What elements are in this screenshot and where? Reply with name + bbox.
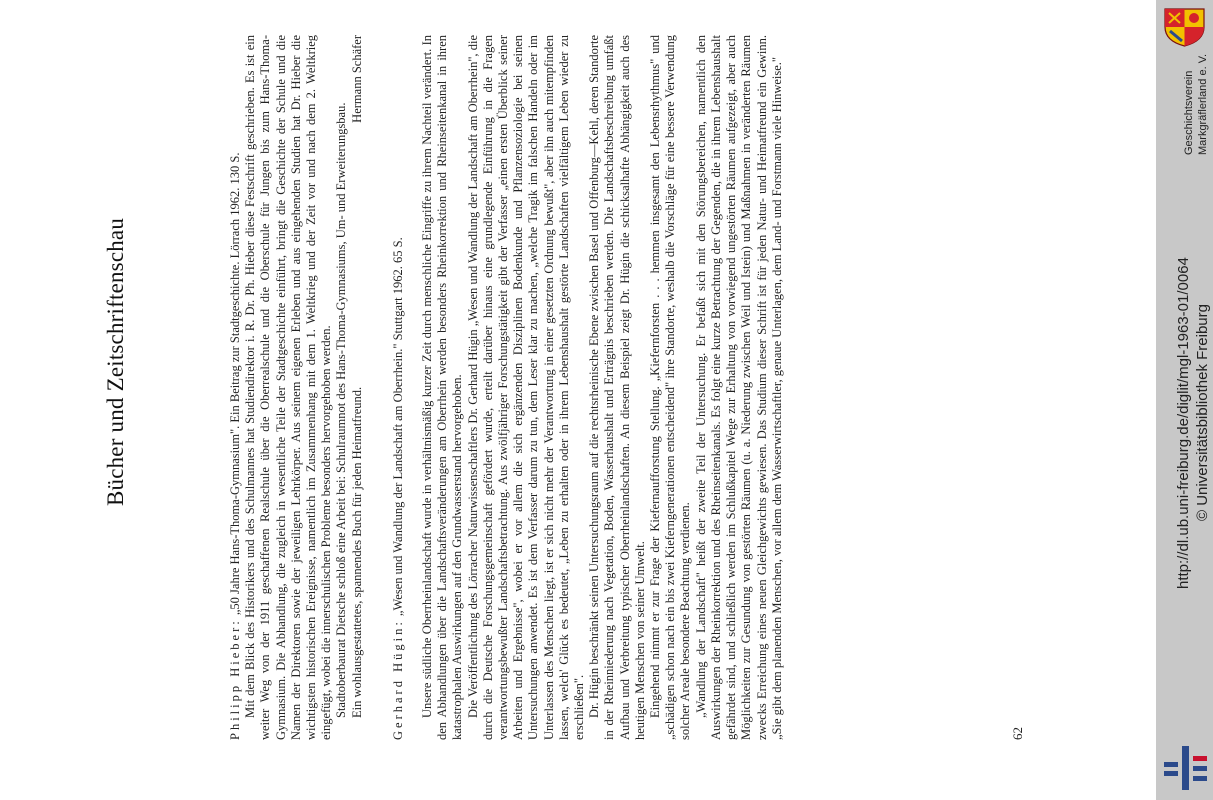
permalink-url[interactable]: http://dl.ub.uni-freiburg.de/diglit/mgl-1963-01/0064 [1175,257,1192,589]
page-number: 62 [1010,727,1025,740]
review-title: „Wesen und Wandlung der Landschaft am Oberrhein." Stuttgart 1962. 65 S. [390,237,405,617]
review-paragraph: Stadtoberbaurat Dietsche schloß eine Arbeit bei: Schulraumnot des Hans-Thoma-Gymnasiums, Um- und Erweiterungsbau. [334,102,349,718]
review-title: „50 Jahre Hans-Thoma-Gymnasium". Ein Beitrag zur Stadtgeschichte. Lörrach 1962. 130 S. [228,152,242,616]
society-name-line-2: Markgräflerland e. V. [1197,53,1209,155]
review-entry-hieber [228,35,365,740]
page-heading: Bücher und Zeitschriftenschau [103,217,128,507]
review-paragraph: Unsere südliche Oberrheinlandschaft wurde in verhältnismäßig kurzer Zeit durch menschliche Eingriffe zu ihrem Nachteil verändert. In den Abhandlungen über die Landschaftsveränderungen am Oberrhein werden besonders Rheinkorrektion und Rheinseitenkanal in ihren katastrophalen Auswirkungen auf den Grundwasserstand hervorgehoben. [420,35,465,740]
copyright-notice: © Universitätsbibliothek Freiburg [1194,304,1211,521]
review-entry-head [391,35,406,740]
reviews-body [228,35,811,740]
review-paragraph: Die Veröffentlichung des Lörracher Naturwissenschaftlers Dr. Gerhard Hügin „Wesen und Wandlung der Landschaft am Oberrhein", die durch die Deutsche Forschungsgemeinschaft gefördert wurde, erteilt darüber hinaus eine grundlegende Einführung in die Fragen verantwortungsbewußter Landschaftsbetrachtung. Aus zwölfjähriger Forschungstätigkeit gibt der Verfasser „einen ersten Überblick seiner Arbeiten und Ergebnisse", wobei er vor allem die sich ergänzenden Disziplinen Bodenkunde und Pflanzensoziologie bei seinen Untersuchungen anwendet. Es ist dem Verfasser darum zu tun, dem Leser klar zu machen, „welche Tragik im falschen Handeln oder im Unterlassen des Menschen liegt, ist er sich nicht mehr der Verantwortung in einer gesetzten Ordnung bewußt", aber ihn auch mitempfinden lassen, welch' Glück es bedeutet, „Leben zu erhalten oder in ihrem Lebenshaushalt gestörte Landschaften vielfältigem Leben wieder zu erschließen". [465,35,587,740]
review-paragraph: Mit dem Blick des Historikers und des Schulmannes hat Studiendirektor i. R. Dr. Ph. Hieber diese Festschrift geschrieben. Es ist ein weiter Weg von der 1911 geschaffenen Realschule über die Oberrealschule und die Oberschule für Jungen bis zum Hans-Thoma-Gymnasium. Die Abhandlung, die zugleich in wesentliche Teile der Stadtgeschichte einführt, bringt die Geschichte der Schule und die Namen der Direktoren sowie der jeweiligen Lehrkörper. Aus seinem eigenen Erleben und aus eingehenden Studien hat Dr. Hieber die wichtigsten historischen Ereignisse, namentlich im Zusammenhang mit dem 1. Weltkrieg und der Zeit vor und nach dem 2. Weltkrieg eingefügt, wobei die innerschulischen Probleme besonders hervorgehoben werden. [243,35,334,740]
review-paragraph: Dr. Hügin beschränkt seinen Untersuchungsraum auf die rechtsrheinische Ebene zwischen Basel und Offenburg—Kehl, deren Standorte in der Rheinniederung nach Vegetation, Boden, Wasserhaushalt und Erträgnis beschrieben werden. Die Landschaftsbeschreibung umfaßt Aufbau und Verbreitung typischer Oberrheinlandschaften. An diesem Beispiel zeigt Dr. Hügin die schicksalhafte Abhängigkeit auch des heutigen Menschen von seiner Umwelt. [587,35,647,740]
review-paragraph: „Wandlung der Landschaft" heißt der zweite Teil der Untersuchung. Er befaßt sich mit den Störungsbereichen, namentlich den Auswirkungen der Rheinkorrektion und des Rheinseitenkanals. Es folgt eine kurze Betrachtung der Gegenden, die in ihrem Lebenshaushalt gefährdet sind, und schließlich werden im Schlußkapitel Wege zur Erhaltung von vorwiegend ungestörten Räumen aufgezeigt, aber auch Möglichkeiten zur Gesundung von gestörten Räumen (u. a. Niederung zwischen Weil und Istein) und Maßnahmen in veränderten Räumen zwecks Erreichung eines neuen Gleichgewichts gewiesen. Das Studium dieser Schrift ist für jeden Natur- und Heimatfreund ein Gewinn. „Sie gibt dem planenden Menschen, vor allem dem Wasserwirtschaftler, genaue Unterlagen, dem Land- und Forstmann viele Hinweise." [693,35,784,740]
review-author: Gerhard Hügin: [390,619,405,740]
coat-of-arms-icon [1161,7,1208,47]
society-name-line-1: Geschichtsverein [1183,70,1195,155]
review-entry-huegin [391,35,785,740]
review-paragraph: Eingehend nimmt er zur Frage der Kiefernaufforstung Stellung. „Kiefernforsten . . . hemmen insgesamt den Lebensrhythmus" und „schädigen schon nach ein bis zwei Kieferngenerationen entscheidend" ihre Standorte, weshalb die Vorschläge für eine bessere Verwendung solcher Areale besondere Beachtung verdienen. [648,35,693,740]
review-paragraph [350,35,365,740]
review-entry-head [228,35,243,740]
review-paragraph-text: Ein wohlausgestattetes, spannendes Buch für jeden Heimatfreund. [349,386,364,718]
review-author: Philipp Hieber: [228,618,242,740]
review-signature: Hermann Schäfer [349,35,364,123]
ub-freiburg-logo-icon [1162,744,1208,792]
